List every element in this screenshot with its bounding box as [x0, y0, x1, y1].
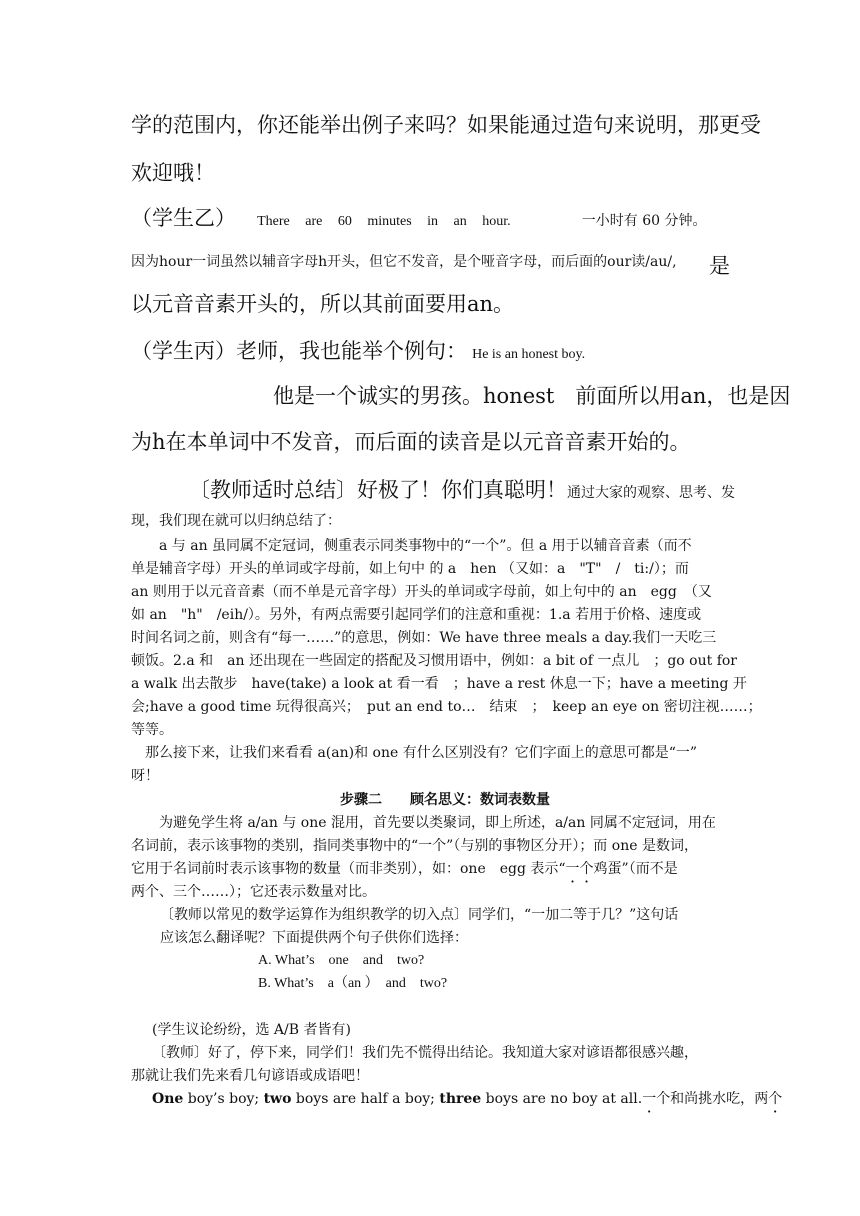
example-sentence: There are 60 minutes in an hour. — [257, 214, 511, 229]
proverb-text: boys are half a boy; — [291, 1091, 440, 1107]
paragraph-line: (学生议论纷纷，选 A/B 者皆有) — [152, 1022, 351, 1038]
proverb-text: boy’s boy; — [183, 1091, 264, 1107]
teacher-summary-line — [189, 478, 735, 503]
teacher-summary-heading: 〔教师适时总结〕好极了！你们真聪明！ — [189, 478, 567, 502]
explanation-text: 因为hour一词虽然以辅音字母h开头，但它不发音，是个哑音字母，而后面的our读/au/, — [131, 254, 677, 270]
text-line: 学的范围内，你还能举出例子来吗？如果能通过造句来说明，那更受 — [131, 113, 761, 137]
bold-word: One — [152, 1091, 184, 1107]
summary-text: 通过大家的观察、思考、发 — [567, 485, 735, 501]
example-sentence: He is an honest boy. — [472, 347, 586, 362]
paragraph-line: 那么接下来，让我们来看看 a(an)和 one 有什么区别没有？它们字面上的意思可都是“一” — [131, 745, 698, 761]
text-line: 他是一个诚实的男孩。honest 前面所以用an，也是因 — [273, 384, 791, 408]
emphasis-char: 个 — [768, 1091, 783, 1107]
paragraph-line: 呀！ — [131, 768, 159, 784]
paragraph-text: 鸡蛋”（而不是 — [593, 861, 678, 877]
option-a: A. What’s one and two? — [258, 953, 425, 968]
text-line: 以元音音素开头的，所以其前面要用an。 — [131, 292, 515, 316]
emphasis-char: 一 — [565, 861, 580, 877]
text-line: 欢迎哦！ — [131, 161, 215, 185]
proverb-text: boys are no boy at all. — [481, 1091, 643, 1107]
paragraph-line: a walk 出去散步 have(take) a look at 看一看 ；have a rest 休息一下；have a meeting 开 — [131, 676, 747, 692]
text-line: 现，我们现在就可以归纳总结了： — [131, 513, 341, 529]
paragraph-line: 那就让我们先来看几句谚语或成语吧！ — [131, 1068, 369, 1084]
bold-word: three — [439, 1091, 482, 1107]
option-b: B. What’s a（an ） and two? — [258, 976, 448, 991]
section-heading: 步骤二 顾名思义：数词表数量 — [340, 792, 550, 808]
paragraph-line: 应该怎么翻译呢？下面提供两个句子供你们选择： — [160, 930, 468, 946]
paragraph-line: 顿饭。2.a 和 an 还出现在一些固定的搭配及习惯用语中，例如：a bit of 一点儿 ；go out for — [131, 653, 738, 669]
proverb-text: 个和尚挑水吃， — [656, 1091, 755, 1107]
paragraph-line: 等等。 — [131, 722, 173, 738]
paragraph-line: an 则用于以元音音素（而不单是元音字母）开头的单词或字母前，如上句中的 an egg （又 — [131, 584, 712, 600]
speaker-text: （学生丙）老师，我也能举个例句： — [131, 339, 467, 363]
paragraph-text: 它用于名词前时表示该事物的数量（而非类别），如：one egg 表示“ — [131, 861, 566, 877]
emphasis-char: 个 — [579, 861, 594, 877]
paragraph-line: 〔教师〕好了，停下来，同学们！我们先不慌得出结论。我知道大家对谚语都很感兴趣， — [152, 1045, 698, 1061]
translation: 一小时有 60 分钟。 — [581, 213, 707, 229]
explanation-line — [131, 254, 730, 279]
paragraph-line: 会;have a good time 玩得很高兴； put an end to… 结束 ； keep an eye on 密切注视……； — [131, 699, 762, 715]
emphasis-char: 一 — [642, 1091, 657, 1107]
paragraph-line: 单是辅音字母）开头的单词或字母前，如上句中 的 a hen （又如：a "T" / ti:/）；而 — [131, 561, 689, 577]
paragraph-line: 两个、三个……）；它还表示数量对比。 — [131, 884, 376, 900]
paragraph-line: a 与 an 虽同属不定冠词，侧重表示同类事物中的“一个”。但 a 用于以辅音音素（而不 — [131, 538, 692, 554]
explanation-text-end: 是 — [709, 254, 730, 278]
student-b-line — [131, 206, 706, 231]
proverb-line — [152, 1091, 782, 1108]
paragraph-line — [131, 861, 678, 878]
paragraph-line: 如 an "h" /eih/）。另外，有两点需要引起同学们的注意和重视：1.a 若用于价格、速度或 — [131, 607, 702, 623]
text-line: 为h在本单词中不发音，而后面的读音是以元音音素开始的。 — [131, 430, 691, 454]
bold-word: two — [263, 1091, 292, 1107]
paragraph-line: 名词前，表示该事物的类别，指同类事物中的“一个”（与别的事物区分开）；而 one 是数词， — [131, 838, 698, 854]
paragraph-line: 为避免学生将 a/an 与 one 混用，首先要以类聚词，即上所述，a/an 同属不定冠词，用在 — [131, 815, 716, 831]
proverb-text: 两 — [754, 1091, 769, 1107]
student-c-line — [131, 339, 585, 364]
paragraph-line: 时间名词之前，则含有“每一……”的意思，例如：We have three meals a day.我们一天吃三 — [131, 630, 717, 646]
paragraph-line: 〔教师以常见的数学运算作为组织教学的切入点〕同学们，“一加二等于几？”这句话 — [160, 907, 679, 923]
speaker-label: （学生乙） — [131, 206, 236, 230]
